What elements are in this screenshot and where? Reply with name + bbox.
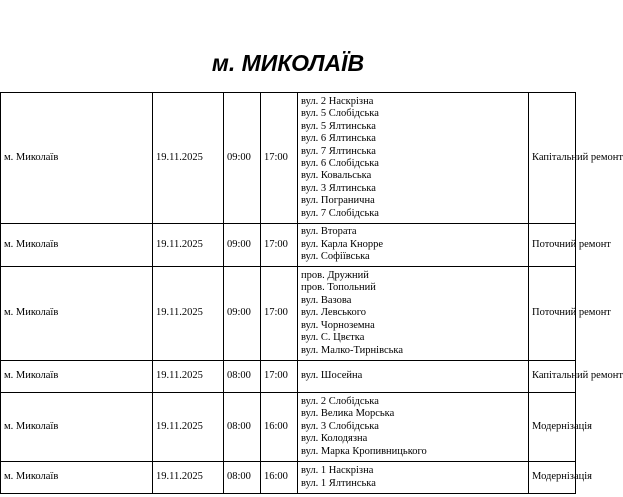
street-item: пров. Дружний — [301, 270, 369, 282]
street-item: вул. Погранична — [301, 195, 375, 207]
street-item: вул. 2 Слобідська — [301, 395, 379, 407]
start-time-cell: 09:00 — [224, 224, 261, 267]
street-item: вул. Колодязна — [301, 433, 368, 445]
street-item: вул. Малко-Тирнівська — [301, 344, 404, 356]
table-row — [1, 462, 576, 494]
table-row — [1, 93, 576, 224]
start-time-cell: 09:00 — [224, 267, 261, 361]
date-cell: 19.11.2025 — [153, 361, 224, 393]
street-item: вул. С. Цвєтка — [301, 332, 365, 344]
city-cell: м. Миколаїв — [1, 93, 153, 224]
street-item: вул. 6 Слобідська — [301, 158, 379, 169]
city-cell: м. Миколаїв — [1, 267, 153, 361]
street-item: пров. Топольний — [301, 282, 376, 294]
street-item: вул. Марка Кропивницького — [301, 445, 427, 457]
streets-cell — [298, 361, 529, 393]
end-time-cell: 16:00 — [261, 393, 298, 462]
date-cell: 19.11.2025 — [153, 93, 224, 224]
street-item: вул. Чорноземна — [301, 319, 375, 331]
work-type-cell: Поточний ремонт — [529, 224, 576, 267]
street-item: вул. 5 Ялтинська — [301, 120, 376, 132]
street-item: вул. Вазова — [301, 294, 352, 306]
table-row — [1, 393, 576, 462]
street-item: вул. 7 Ялтинська — [301, 145, 376, 157]
street-item: вул. 6 Ялтинська — [301, 133, 376, 145]
outage-schedule-table — [0, 92, 623, 494]
table-row — [1, 224, 576, 267]
start-time-cell: 09:00 — [224, 93, 261, 224]
city-cell: м. Миколаїв — [1, 224, 153, 267]
street-item: вул. Софіївська — [301, 251, 370, 263]
street-item: вул. Втората — [301, 226, 357, 238]
date-cell: 19.11.2025 — [153, 267, 224, 361]
street-item: вул. 3 Слобідська — [301, 420, 379, 432]
work-type-cell: Капітальний ремонт — [529, 93, 576, 224]
end-time-cell: 17:00 — [261, 93, 298, 224]
streets-cell — [298, 267, 529, 361]
end-time-cell: 17:00 — [261, 267, 298, 361]
street-item: вул. 1 Ялтинська — [301, 477, 376, 489]
work-type-cell: Капітальний ремонт — [529, 361, 576, 393]
date-cell: 19.11.2025 — [153, 224, 224, 267]
street-item: вул. 7 Слобідська — [301, 207, 379, 219]
city-cell: м. Миколаїв — [1, 462, 153, 494]
street-item: вул. 5 Слобідська — [301, 108, 379, 120]
city-cell: м. Миколаїв — [1, 393, 153, 462]
start-time-cell: 08:00 — [224, 462, 261, 494]
work-type-cell: Модернізація — [529, 462, 576, 494]
work-type-cell: Поточний ремонт — [529, 267, 576, 361]
streets-cell — [298, 93, 529, 224]
end-time-cell: 16:00 — [261, 462, 298, 494]
end-time-cell: 17:00 — [261, 224, 298, 267]
start-time-cell: 08:00 — [224, 361, 261, 393]
street-item: вул. Ковальська — [301, 170, 372, 182]
street-item: вул. 1 Наскрізна — [301, 465, 374, 477]
table-row — [1, 267, 576, 361]
street-item: вул. Карла Кнорре — [301, 238, 384, 250]
work-type-cell: Модернізація — [529, 393, 576, 462]
table-row — [1, 361, 576, 393]
street-item: вул. 3 Ялтинська — [301, 182, 376, 194]
street-item: вул. Левського — [301, 307, 367, 319]
streets-cell — [298, 224, 529, 267]
page-title: м. МИКОЛАЇВ — [211, 50, 365, 76]
city-cell: м. Миколаїв — [1, 361, 153, 393]
end-time-cell: 17:00 — [261, 361, 298, 393]
date-cell: 19.11.2025 — [153, 393, 224, 462]
street-item: вул. Велика Морська — [301, 408, 395, 420]
date-cell: 19.11.2025 — [153, 462, 224, 494]
start-time-cell: 08:00 — [224, 393, 261, 462]
table-body — [1, 93, 623, 494]
street-item: вул. 2 Наскрізна — [301, 95, 374, 107]
streets-cell — [298, 462, 529, 494]
street-item: вул. Шосейна — [301, 370, 363, 382]
streets-cell — [298, 393, 529, 462]
